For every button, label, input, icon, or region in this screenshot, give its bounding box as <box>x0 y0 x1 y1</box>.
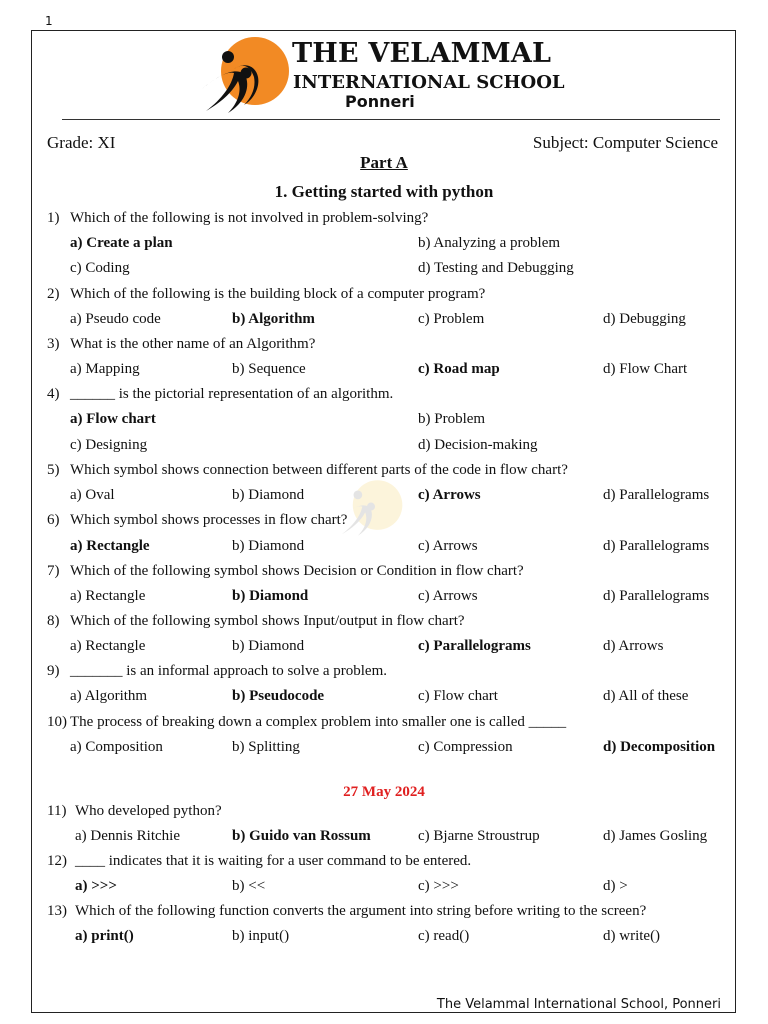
question-number: 7) <box>47 563 60 579</box>
question-stem: Which symbol shows connection between different parts of the code in flow chart? <box>70 462 568 478</box>
answer-option: b) Diamond <box>232 638 305 654</box>
question-stem: Who developed python? <box>75 803 222 819</box>
answer-option-correct: c) Arrows <box>418 487 481 503</box>
school-name: THE VELAMMAL <box>292 38 552 69</box>
school-location: Ponneri <box>345 92 415 111</box>
question-number: 13) <box>47 903 67 919</box>
question-text <box>47 336 315 353</box>
answer-option: d) Flow Chart <box>603 361 688 377</box>
answer-option: c) Designing <box>70 437 148 453</box>
question-text <box>47 512 347 529</box>
question-stem: Which of the following is not involved in problem-solving? <box>70 210 429 226</box>
answer-option: a) Oval <box>70 487 115 503</box>
answer-option-correct: b) Diamond <box>232 588 309 604</box>
question-stem: ____ indicates that it is waiting for a user command to be entered. <box>75 853 472 869</box>
question-stem: What is the other name of an Algorithm? <box>70 336 316 352</box>
answer-option: d) Parallelograms <box>603 538 710 554</box>
question-text <box>47 563 524 580</box>
school-logo <box>198 33 294 117</box>
question-text <box>47 386 393 403</box>
question-text <box>47 210 428 227</box>
question-text <box>47 663 387 680</box>
answer-option: d) > <box>603 878 628 894</box>
question-text <box>47 613 465 630</box>
header-divider <box>62 119 720 120</box>
question-number: 4) <box>47 386 60 402</box>
answer-option-correct: c) Road map <box>418 361 500 377</box>
answer-option: b) Splitting <box>232 739 300 755</box>
answer-option: d) Arrows <box>603 638 664 654</box>
answer-option: a) Pseudo code <box>70 311 161 327</box>
answer-option: d) write() <box>603 928 661 944</box>
question-number: 12) <box>47 853 67 869</box>
question-number: 2) <box>47 286 60 302</box>
answer-option-correct: a) Rectangle <box>70 538 150 554</box>
answer-option: c) Coding <box>70 260 130 276</box>
answer-option: c) Compression <box>418 739 513 755</box>
question-stem: Which of the following function converts the argument into string before writing to the screen? <box>75 903 647 919</box>
answer-option: c) Problem <box>418 311 485 327</box>
answer-option: b) Diamond <box>232 487 305 503</box>
question-text <box>47 853 471 870</box>
answer-option-correct: b) Algorithm <box>232 311 315 327</box>
answer-option: d) All of these <box>603 688 689 704</box>
answer-option: c) >>> <box>418 878 459 894</box>
answer-option: a) Algorithm <box>70 688 148 704</box>
grade-label: Grade: XI <box>47 133 116 152</box>
question-text <box>47 286 485 303</box>
answer-option-correct: a) Create a plan <box>70 235 173 251</box>
answer-option: d) James Gosling <box>603 828 708 844</box>
answer-option: a) Rectangle <box>70 638 146 654</box>
answer-option: b) Diamond <box>232 538 305 554</box>
question-number: 1) <box>47 210 60 226</box>
question-text <box>47 462 568 479</box>
question-text <box>47 903 646 920</box>
answer-option: d) Decision-making <box>418 437 538 453</box>
footer-text: The Velammal International School, Ponneri <box>436 997 721 1012</box>
answer-option: a) Composition <box>70 739 163 755</box>
question-number: 9) <box>47 663 60 679</box>
question-stem: Which symbol shows processes in flow chart? <box>70 512 348 528</box>
answer-option-correct: a) print() <box>75 928 134 944</box>
answer-option-correct: b) Pseudocode <box>232 688 325 704</box>
answer-option: b) Analyzing a problem <box>418 235 561 251</box>
question-stem: _______ is an informal approach to solve a problem. <box>70 663 388 679</box>
answer-option: b) Problem <box>418 411 486 427</box>
question-number: 3) <box>47 336 60 352</box>
answer-option: c) Bjarne Stroustrup <box>418 828 540 844</box>
question-text <box>47 803 222 820</box>
question-stem: ______ is the pictorial representation of an algorithm. <box>70 386 394 402</box>
answer-option: d) Testing and Debugging <box>418 260 574 276</box>
answer-option: a) Mapping <box>70 361 140 377</box>
answer-option: d) Parallelograms <box>603 487 710 503</box>
answer-option: c) Flow chart <box>418 688 498 704</box>
question-number: 5) <box>47 462 60 478</box>
chapter-heading: 1. Getting started with python <box>274 182 494 201</box>
question-stem: Which of the following symbol shows Decision or Condition in flow chart? <box>70 563 524 579</box>
part-heading: Part A <box>360 153 408 172</box>
answer-option-correct: d) Decomposition <box>603 739 716 755</box>
answer-option: a) Rectangle <box>70 588 146 604</box>
answer-option: c) Arrows <box>418 588 478 604</box>
answer-option-correct: a) Flow chart <box>70 411 156 427</box>
question-stem: The process of breaking down a complex problem into smaller one is called _____ <box>70 714 567 730</box>
answer-option: a) Dennis Ritchie <box>75 828 180 844</box>
answer-option: b) input() <box>232 928 290 944</box>
page-number: 1 <box>45 14 53 28</box>
answer-option-correct: c) Parallelograms <box>418 638 531 654</box>
question-number: 6) <box>47 512 60 528</box>
question-text <box>47 714 566 731</box>
school-type: INTERNATIONAL SCHOOL <box>293 72 565 93</box>
question-stem: Which of the following is the building block of a computer program? <box>70 286 486 302</box>
answer-option: d) Debugging <box>603 311 686 327</box>
answer-option: b) Sequence <box>232 361 306 377</box>
answer-option: c) read() <box>418 928 470 944</box>
answer-option: b) << <box>232 878 266 894</box>
subject-label: Subject: Computer Science <box>532 133 718 152</box>
question-number: 11) <box>47 803 67 819</box>
answer-option: d) Parallelograms <box>603 588 710 604</box>
answer-option: c) Arrows <box>418 538 478 554</box>
question-number: 10) <box>47 714 67 730</box>
answer-option-correct: b) Guido van Rossum <box>232 828 371 844</box>
answer-option-correct: a) >>> <box>75 878 117 894</box>
question-number: 8) <box>47 613 60 629</box>
question-stem: Which of the following symbol shows Input/output in flow chart? <box>70 613 465 629</box>
section-date: 27 May 2024 <box>343 784 425 800</box>
